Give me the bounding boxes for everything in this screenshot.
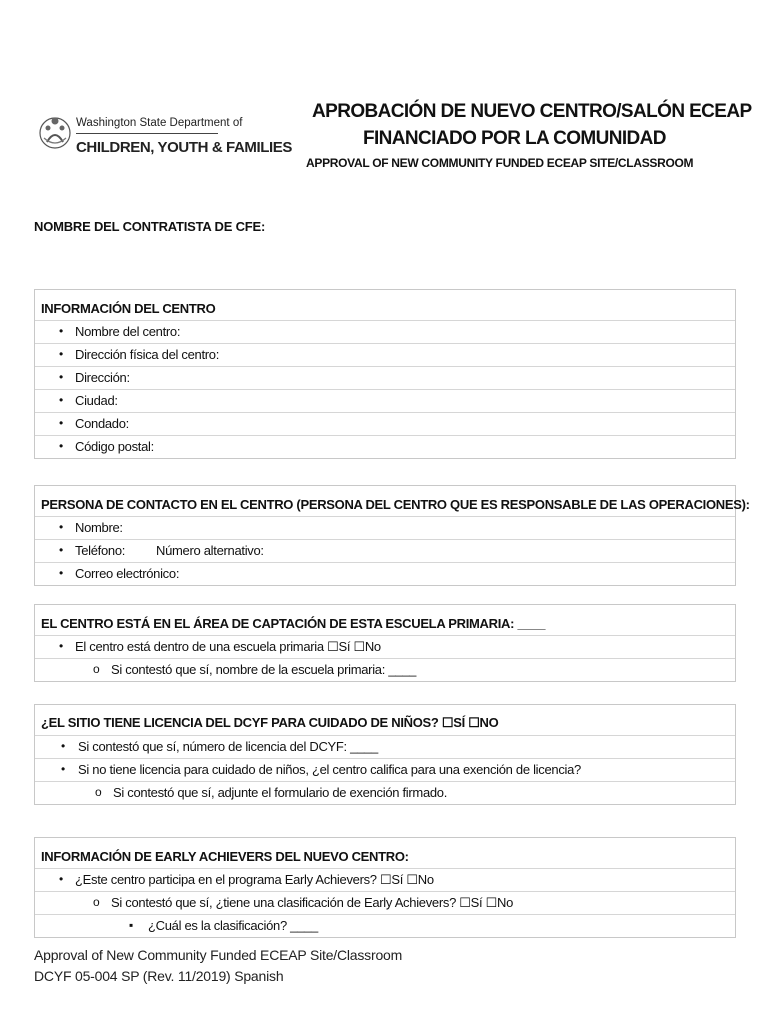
bullet-marker: • (59, 872, 64, 886)
bullet-marker: • (61, 739, 66, 753)
footer-form-number: DCYF 05-004 SP (Rev. 11/2019) Spanish (34, 968, 284, 984)
bullet-marker: ▪ (129, 918, 134, 932)
center-name-field[interactable] (35, 320, 735, 343)
section-heading-text: INFORMACIÓN DEL CENTRO (41, 301, 216, 316)
address-field[interactable] (35, 366, 735, 389)
field-label: Nombre: (75, 520, 123, 535)
field-label: Nombre del centro: (75, 324, 181, 339)
field-label: Si no tiene licencia para cuidado de niños, ¿el centro califica para una exención de licencia? (78, 762, 581, 777)
field-label: Teléfono: (75, 543, 126, 558)
bullet-marker: • (59, 393, 64, 407)
dcyf-logo (38, 104, 292, 164)
license-exemption-question[interactable] (35, 758, 735, 781)
field-label: Si contestó que sí, ¿tiene una clasificación de Early Achievers? ☐Sí ☐No (111, 895, 514, 910)
field-label: Condado: (75, 416, 129, 431)
county-field[interactable] (35, 412, 735, 435)
bullet-marker: • (59, 543, 64, 557)
footer-form-title: Approval of New Community Funded ECEAP Site/Classroom (34, 947, 403, 963)
postal-code-field[interactable] (35, 435, 735, 458)
field-label: Dirección: (75, 370, 130, 385)
school-name-field[interactable] (35, 658, 735, 681)
contact-name-field[interactable] (35, 516, 735, 539)
bullet-marker: • (59, 639, 64, 653)
license-number-field[interactable] (35, 735, 735, 758)
form-title-line2: FINANCIADO POR LA COMUNIDAD (363, 128, 666, 149)
bullet-marker: • (59, 566, 64, 580)
field-label: Ciudad: (75, 393, 118, 408)
section-heading-text: ¿EL SITIO TIENE LICENCIA DEL DCYF PARA CUIDADO DE NIÑOS? ☐SÍ ☐NO (41, 715, 499, 730)
bullet-marker: • (59, 416, 64, 430)
bullet-marker: o (93, 662, 100, 676)
license-heading (35, 705, 735, 735)
logo-agency-text: CHILDREN, YOUTH & FAMILIES (76, 139, 292, 156)
center-info-heading (35, 290, 735, 320)
early-achievers-heading (35, 838, 735, 868)
license-section (34, 704, 736, 805)
bullet-marker: o (93, 895, 100, 909)
bullet-marker: • (59, 370, 64, 384)
logo-divider (76, 133, 218, 134)
within-school-question[interactable] (35, 635, 735, 658)
center-info-section (34, 289, 736, 459)
bullet-marker: • (59, 324, 64, 338)
field-label: Si contestó que sí, número de licencia del DCYF: ____ (78, 739, 378, 754)
field-label: El centro está dentro de una escuela primaria ☐Sí ☐No (75, 639, 381, 654)
contact-heading (35, 486, 750, 516)
field-label: Si contestó que sí, nombre de la escuela primaria: ____ (111, 662, 417, 677)
bullet-marker: • (59, 347, 64, 361)
section-heading-text: PERSONA DE CONTACTO EN EL CENTRO (PERSONA DEL CENTRO QUE ES RESPONSABLE DE LAS OPERACIONES): (41, 497, 750, 512)
school-area-heading (35, 605, 735, 635)
field-label: Código postal: (75, 439, 154, 454)
bullet-marker: • (61, 762, 66, 776)
field-label: ¿Cuál es la clasificación? ____ (148, 918, 318, 933)
physical-address-field[interactable] (35, 343, 735, 366)
rating-value-field[interactable] (35, 914, 735, 937)
section-heading-text: EL CENTRO ESTÁ EN EL ÁREA DE CAPTACIÓN DE ESTA ESCUELA PRIMARIA: ____ (41, 616, 546, 631)
contact-phone-field[interactable] (35, 539, 735, 562)
form-subtitle: APPROVAL OF NEW COMMUNITY FUNDED ECEAP SITE/CLASSROOM (306, 156, 694, 170)
alt-phone-label: Número alternativo: (156, 543, 264, 558)
form-title-line1: APROBACIÓN DE NUEVO CENTRO/SALÓN ECEAP (312, 101, 752, 122)
field-label: Si contestó que sí, adjunte el formulario de exención firmado. (113, 785, 448, 800)
contractor-name-label: NOMBRE DEL CONTRATISTA DE CFE: (34, 219, 266, 234)
city-field[interactable] (35, 389, 735, 412)
school-area-section (34, 604, 736, 682)
logo-department-text: Washington State Department of (76, 117, 243, 129)
contact-section (34, 485, 750, 586)
early-achievers-rating-question[interactable] (35, 891, 735, 914)
early-achievers-participation-question[interactable] (35, 868, 735, 891)
bullet-marker: • (59, 520, 64, 534)
field-label: Dirección física del centro: (75, 347, 220, 362)
contact-email-field[interactable] (35, 562, 735, 585)
field-label: Correo electrónico: (75, 566, 180, 581)
field-label: ¿Este centro participa en el programa Early Achievers? ☐Sí ☐No (75, 872, 434, 887)
bullet-marker: • (59, 439, 64, 453)
bullet-marker: o (95, 785, 102, 799)
early-achievers-section (34, 837, 736, 938)
section-heading-text: INFORMACIÓN DE EARLY ACHIEVERS DEL NUEVO CENTRO: (41, 849, 409, 864)
exemption-form-note (35, 781, 735, 804)
family-seal-icon (38, 108, 72, 158)
